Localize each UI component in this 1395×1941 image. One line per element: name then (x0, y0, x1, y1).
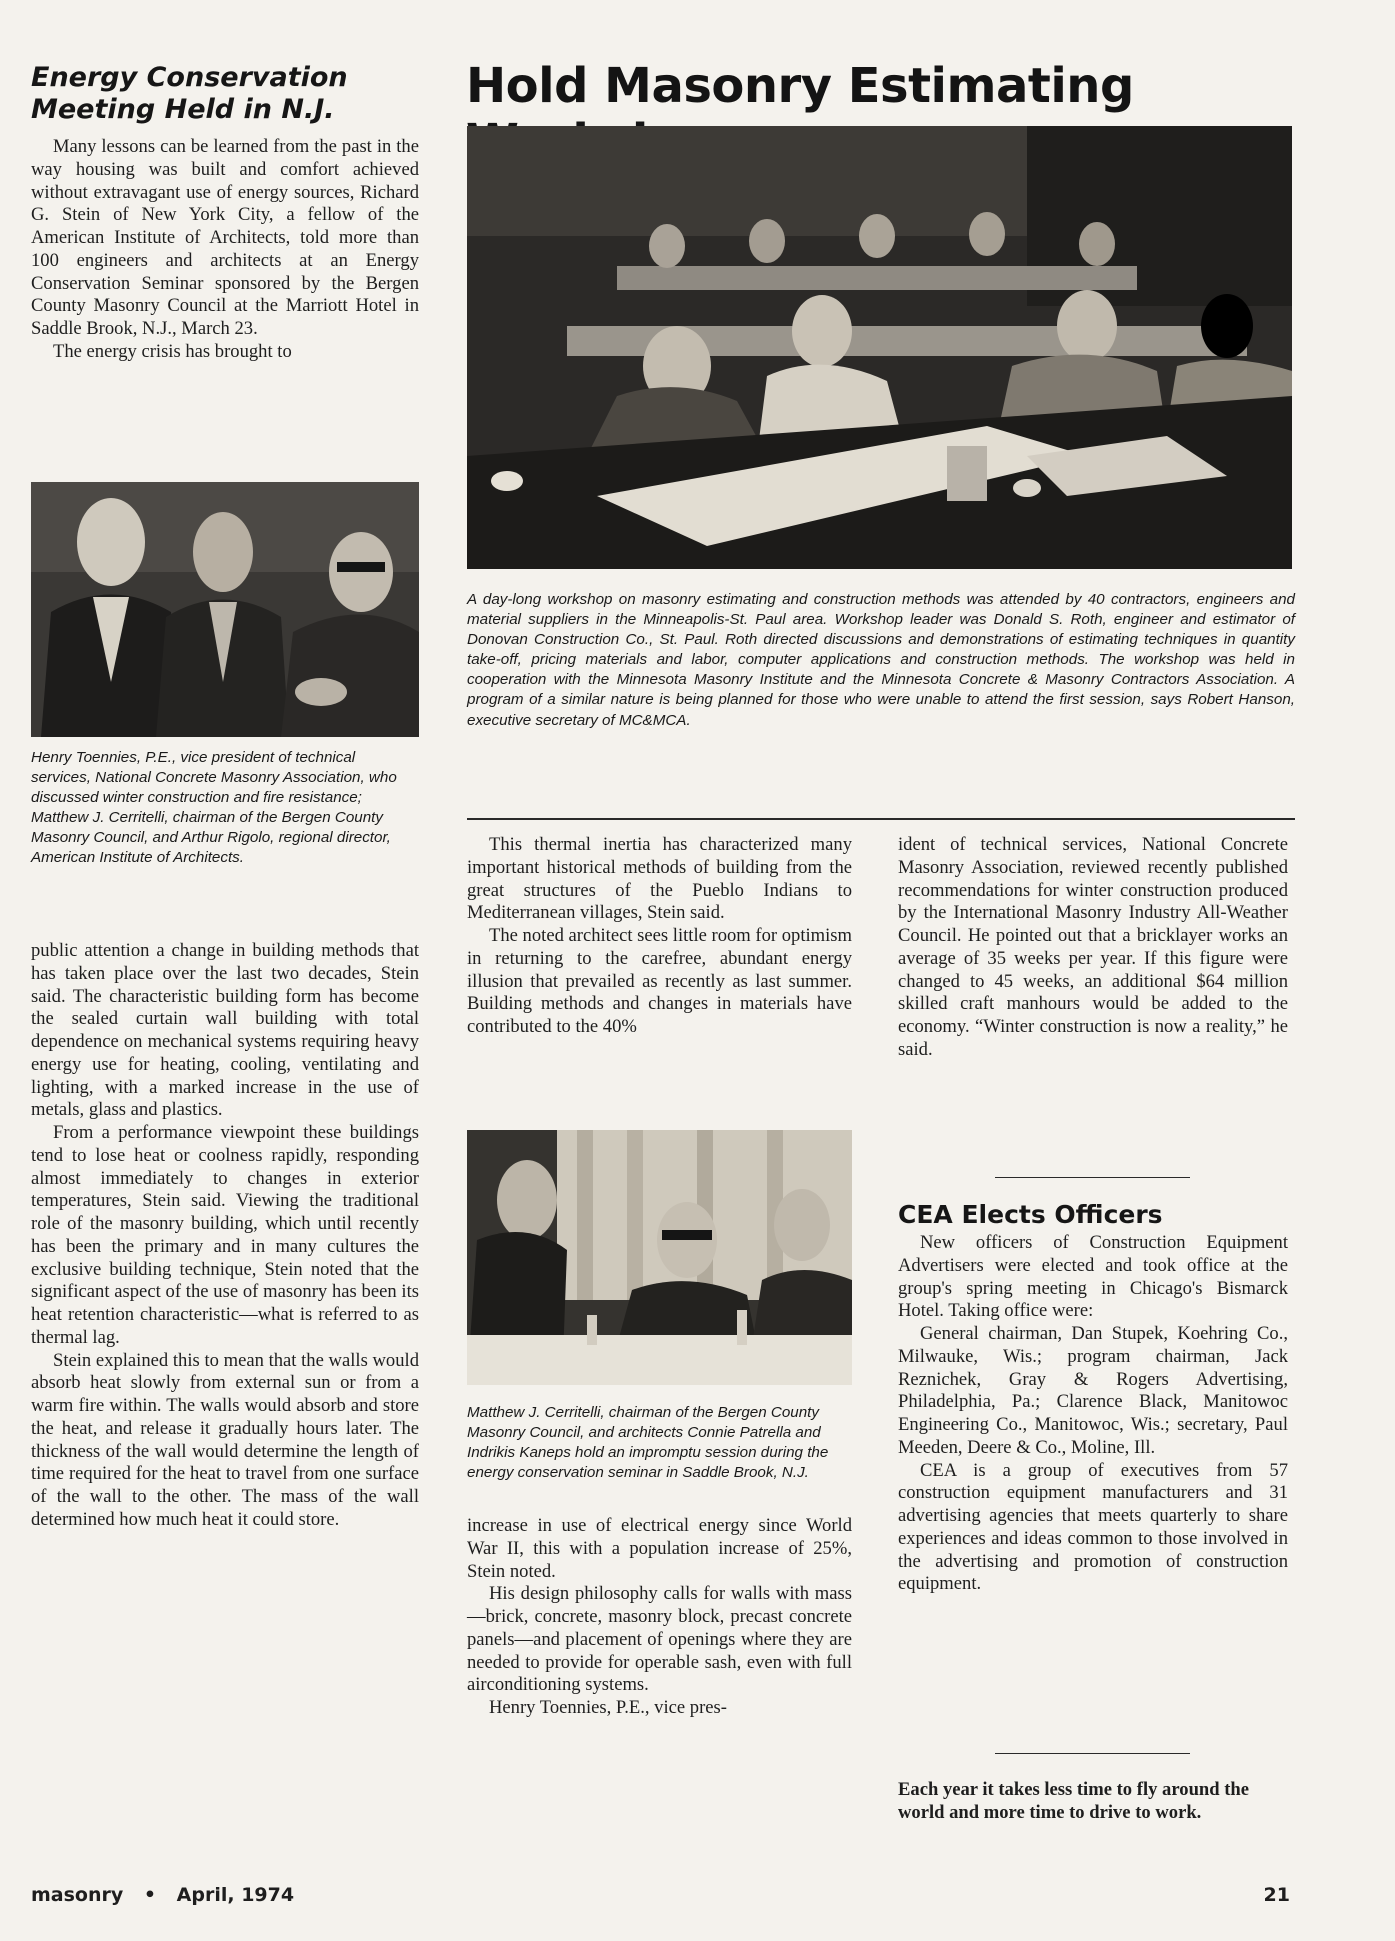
middle-p2: The noted architect sees little room for optimism in returning to the carefree, abundant energy illusion that prevailed as recently as last summer. Building methods and changes in materials have contributed to the 40% (467, 925, 852, 1037)
middle-column-top (467, 834, 852, 1039)
left-intro (31, 136, 419, 364)
middle-photo-caption: Matthew J. Cerritelli, chairman of the Bergen County Masonry Council, and architects Connie Patrella and Indrikis Kaneps hold an impromptu session during the energy conservation seminar in Saddle Brook, N.J. (467, 1404, 829, 1482)
left-headline: Energy Conservation Meeting Held in N.J. (31, 62, 348, 125)
cea-p2: General chairman, Dan Stupek, Koehring Co., Milwauke, Wis.; program chairman, Jack Reznichek, Gray & Rogers Advertising, Philadelphia, Pa.; Clarence Black, Manitowoc Engineering Co., Manitowoc, Wis.; secretary, Paul Meeden, Deere & Co., Moline, Ill. (898, 1323, 1288, 1458)
right-column-top (898, 834, 1288, 1062)
left-intro-p2: The energy crisis has brought to (53, 340, 292, 362)
cea-p1: New officers of Construction Equipment Advertisers were elected and took office at the group's spring meeting in Chicago's Bismarck Hotel. Taking office were: (898, 1232, 1288, 1322)
cea-article (898, 1232, 1288, 1596)
middle-p5: Henry Toennies, P.E., vice pres- (489, 1697, 727, 1718)
footer-bullet: • (143, 1884, 157, 1906)
filler-block (898, 1778, 1288, 1824)
page-number: 21 (1263, 1884, 1290, 1906)
left-body-p1: public attention a change in building methods that has taken place over the last two decades, Stein said. The characteristic building form has become the sealed curtain wall building with total dependence on mechanical systems requiring heavy energy use for heating, cooling, ventilating and lighting, with a marked increase in the use of metals, glass and plastics. (31, 940, 419, 1121)
left-body-p2: From a performance viewpoint these buildings tend to lose heat or coolness rapidly, responding almost immediately to changes in exterior temperatures, Stein said. Viewing the traditional role of the masonry building, which until recently has been the primary and in many cultures the exclusive building technique, Stein noted that the significant aspect of the use of masonry has been its heat retention characteristic—what is referred to as thermal lag. (31, 1122, 419, 1348)
left-body-p3: Stein explained this to mean that the walls would absorb heat slowly from external sun or from a warm fire within. The walls would absorb and store the heat, and release it gradually hours later. The thickness of the wall would determine the length of time required for the heat to travel from one surface of the wall to the other. The mass of the wall determined how much heat it could store. (31, 1349, 419, 1530)
left-intro-p1: Many lessons can be learned from the past in the way housing was built and comfort achieved without extravagant use of energy sources, Richard G. Stein of New York City, a fellow of the American Institute of Architects, told more than 100 engineers and architects at an Energy Conservation Seminar sponsored by the Bergen County Masonry Council at the Marriott Hotel in Saddle Brook, N.J., March 23. (31, 136, 419, 339)
photo-workshop (467, 126, 1292, 569)
middle-p3: increase in use of electrical energy since World War II, this with a population increase of 25%, Stein noted. (467, 1515, 852, 1582)
cea-p3: CEA is a group of executives from 57 construction equipment manufacturers and 31 advertising agencies that meets quarterly to share experiences and ideas common to those involved in the advertising and promotion of construction equipment. (898, 1459, 1288, 1595)
footer-publication: masonry (31, 1884, 124, 1906)
page-footer (31, 1883, 431, 1907)
filler-text: Each year it takes less time to fly around the world and more time to drive to work. (898, 1779, 1250, 1823)
photo1-caption-block (31, 748, 419, 869)
left-body (31, 940, 419, 1532)
middle-p4: His design philosophy calls for walls with mass—brick, concrete, masonry block, precast concrete panels—and placement of openings where they are needed to provide for operable sash, even with full airconditioning systems. (467, 1583, 852, 1696)
right-divider-1 (995, 1177, 1190, 1178)
workshop-caption: A day-long workshop on masonry estimating and construction methods was attended by 40 contractors, engineers and material suppliers in the Minneapolis-St. Paul area. Workshop leader was Donald S. Roth, engineer and estimator of Donovan Construction Co., St. Paul. Roth directed discussions and demonstrations of estimating techniques in quantity take-off, pricing materials and labor, computer applications and construction methods. The workshop was held in cooperation with the Minnesota Masonry Institute and the Minnesota Concrete & Masonry Contractors Association. A program of a similar nature is being planned for those who were unable to attend the first session, says Robert Hanson, executive secretary of MC&MCA. (467, 591, 1295, 729)
main-title: Hold Masonry Estimating (466, 58, 1134, 114)
middle-p1: This thermal inertia has characterized many important historical methods of building from the great structures of the Pueblo Indians to Mediterranean villages, Stein said. (467, 834, 852, 924)
middle-caption-block (467, 1403, 852, 1483)
footer-date: April, 1974 (176, 1884, 295, 1906)
photo-three-men (31, 482, 419, 737)
middle-column-bottom (467, 1515, 852, 1720)
photo1-caption: Henry Toennies, P.E., vice president of technical services, National Concrete Masonry Association, who discussed winter construction and fire resistance; Matthew J. Cerritelli, chairman of the Bergen County Masonry Council, and Arthur Rigolo, regional director, American Institute of Architects. (31, 749, 397, 867)
photo-impromptu-session (467, 1130, 852, 1385)
section-rule (467, 818, 1295, 820)
right-divider-2 (995, 1753, 1190, 1754)
right-p1: ident of technical services, National Concrete Masonry Association, reviewed recently published recommendations for winter construction produced by the International Masonry Industry All-Weather Council. He pointed out that a bricklayer works an average of 35 weeks per year. If this figure were changed to 45 weeks, an additional $64 million skilled craft manhours would be added to the economy. “Winter construction is now a reality,” he said. (898, 834, 1288, 1060)
workshop-caption-block (467, 590, 1295, 731)
cea-heading: CEA Elects Officers (898, 1200, 1163, 1229)
